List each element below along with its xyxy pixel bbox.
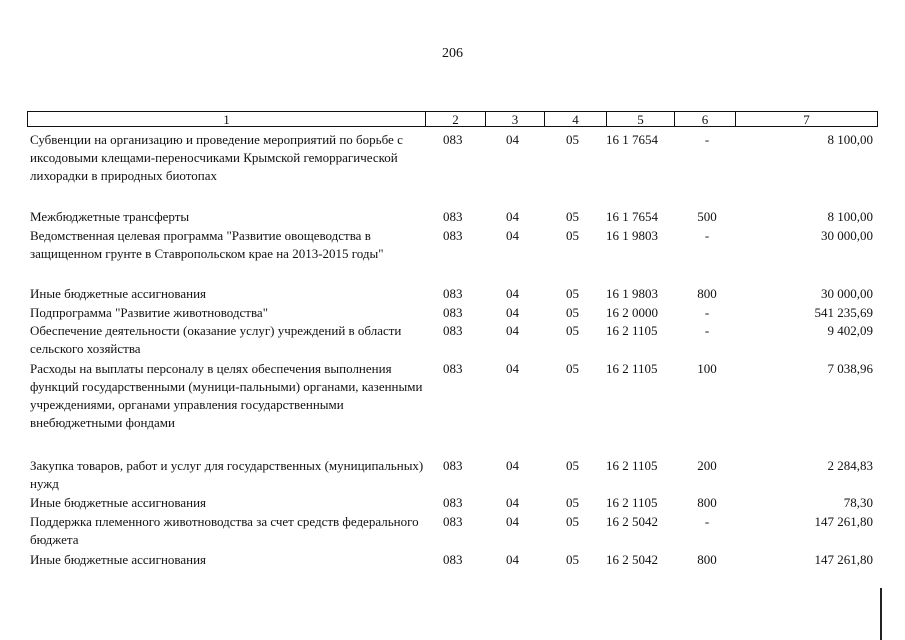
row-code-3: 04 [506,305,519,320]
row-code-5: 16 1 7654 [606,209,658,224]
row-code-3: 04 [506,209,519,224]
row-amount: 2 284,83 [827,458,873,473]
row-code-5: 16 2 5042 [606,552,658,567]
column-header-1: 1 [27,111,426,127]
row-code-2: 083 [443,552,463,567]
row-name: Иные бюджетные ассигнования [30,286,207,301]
row-code-3: 04 [506,286,519,301]
row-amount: 30 000,00 [821,286,873,301]
row-code-5: 16 2 0000 [606,305,658,320]
row-name: Иные бюджетные ассигнования [30,552,207,567]
row-name: Подпрограмма "Развитие животноводства" [30,305,269,320]
row-amount: 9 402,09 [827,323,873,338]
row-code-4: 05 [566,361,579,376]
row-name: Обеспечение деятельности (оказание услуг) учреждений в области сельского хозяйства [30,323,402,356]
column-header-2: 2 [426,111,486,127]
row-code-6: 800 [697,495,717,510]
row-code-4: 05 [566,209,579,224]
row-amount: 8 100,00 [827,209,873,224]
row-code-5: 16 2 5042 [606,514,658,529]
row-code-4: 05 [566,495,579,510]
row-code-2: 083 [443,514,463,529]
row-code-2: 083 [443,361,463,376]
row-name: Субвенции на организацию и проведение мероприятий по борьбе с иксодовыми клещами-переносчиками Крымской геморрагической лихорадки в природных биотопах [30,132,403,183]
row-name: Межбюджетные трансферты [30,209,190,224]
row-code-2: 083 [443,305,463,320]
row-code-5: 16 1 9803 [606,286,658,301]
row-code-6: 800 [697,552,717,567]
row-amount: 147 261,80 [814,514,873,529]
row-code-6: - [704,514,710,529]
row-name: Расходы на выплаты персоналу в целях обеспечения выполнения функций государственными (муници-пальными) органами, казенными учреждениями, органами управления государственными внебюджетными фондами [30,361,423,430]
row-code-5: 16 2 1105 [606,458,658,473]
row-code-4: 05 [566,323,579,338]
row-amount: 541 235,69 [814,305,873,320]
row-code-5: 16 2 1105 [606,361,658,376]
row-code-6: - [704,132,710,147]
row-code-3: 04 [506,361,519,376]
row-amount: 147 261,80 [814,552,873,567]
row-code-4: 05 [566,228,579,243]
row-code-2: 083 [443,286,463,301]
row-code-4: 05 [566,132,579,147]
row-code-5: 16 1 9803 [606,228,658,243]
row-code-6: 800 [697,286,717,301]
row-code-3: 04 [506,552,519,567]
row-code-4: 05 [566,552,579,567]
row-code-4: 05 [566,514,579,529]
row-code-4: 05 [566,286,579,301]
row-code-2: 083 [443,132,463,147]
row-code-3: 04 [506,495,519,510]
row-code-6: - [704,228,710,243]
row-code-5: 16 2 1105 [606,495,658,510]
row-code-3: 04 [506,323,519,338]
row-code-3: 04 [506,228,519,243]
row-amount: 30 000,00 [821,228,873,243]
row-amount: 7 038,96 [827,361,873,376]
row-code-4: 05 [566,305,579,320]
row-name: Ведомственная целевая программа "Развитие овощеводства в защищенном грунте в Ставропольском крае на 2013-2015 годы" [30,228,384,261]
column-header-5: 5 [607,111,675,127]
row-code-2: 083 [443,458,463,473]
row-code-3: 04 [506,458,519,473]
row-code-6: - [704,323,710,338]
column-header-6: 6 [675,111,736,127]
row-code-3: 04 [506,132,519,147]
row-amount: 78,30 [843,495,873,510]
row-code-3: 04 [506,514,519,529]
row-code-2: 083 [443,495,463,510]
column-header-3: 3 [486,111,545,127]
page-number: 206 [442,46,463,61]
row-code-6: 200 [697,458,717,473]
row-name: Иные бюджетные ассигнования [30,495,207,510]
row-code-6: - [704,305,710,320]
row-code-2: 083 [443,228,463,243]
row-name: Закупка товаров, работ и услуг для государственных (муниципальных) нужд [30,458,424,491]
column-header-4: 4 [545,111,607,127]
scan-edge-line [880,588,882,640]
row-code-6: 100 [697,361,717,376]
row-code-5: 16 1 7654 [606,132,658,147]
row-amount: 8 100,00 [827,132,873,147]
row-code-5: 16 2 1105 [606,323,658,338]
row-name: Поддержка племенного животноводства за счет средств федерального бюджета [30,514,419,547]
column-header-7: 7 [736,111,878,127]
row-code-2: 083 [443,209,463,224]
row-code-6: 500 [697,209,717,224]
row-code-2: 083 [443,323,463,338]
row-code-4: 05 [566,458,579,473]
